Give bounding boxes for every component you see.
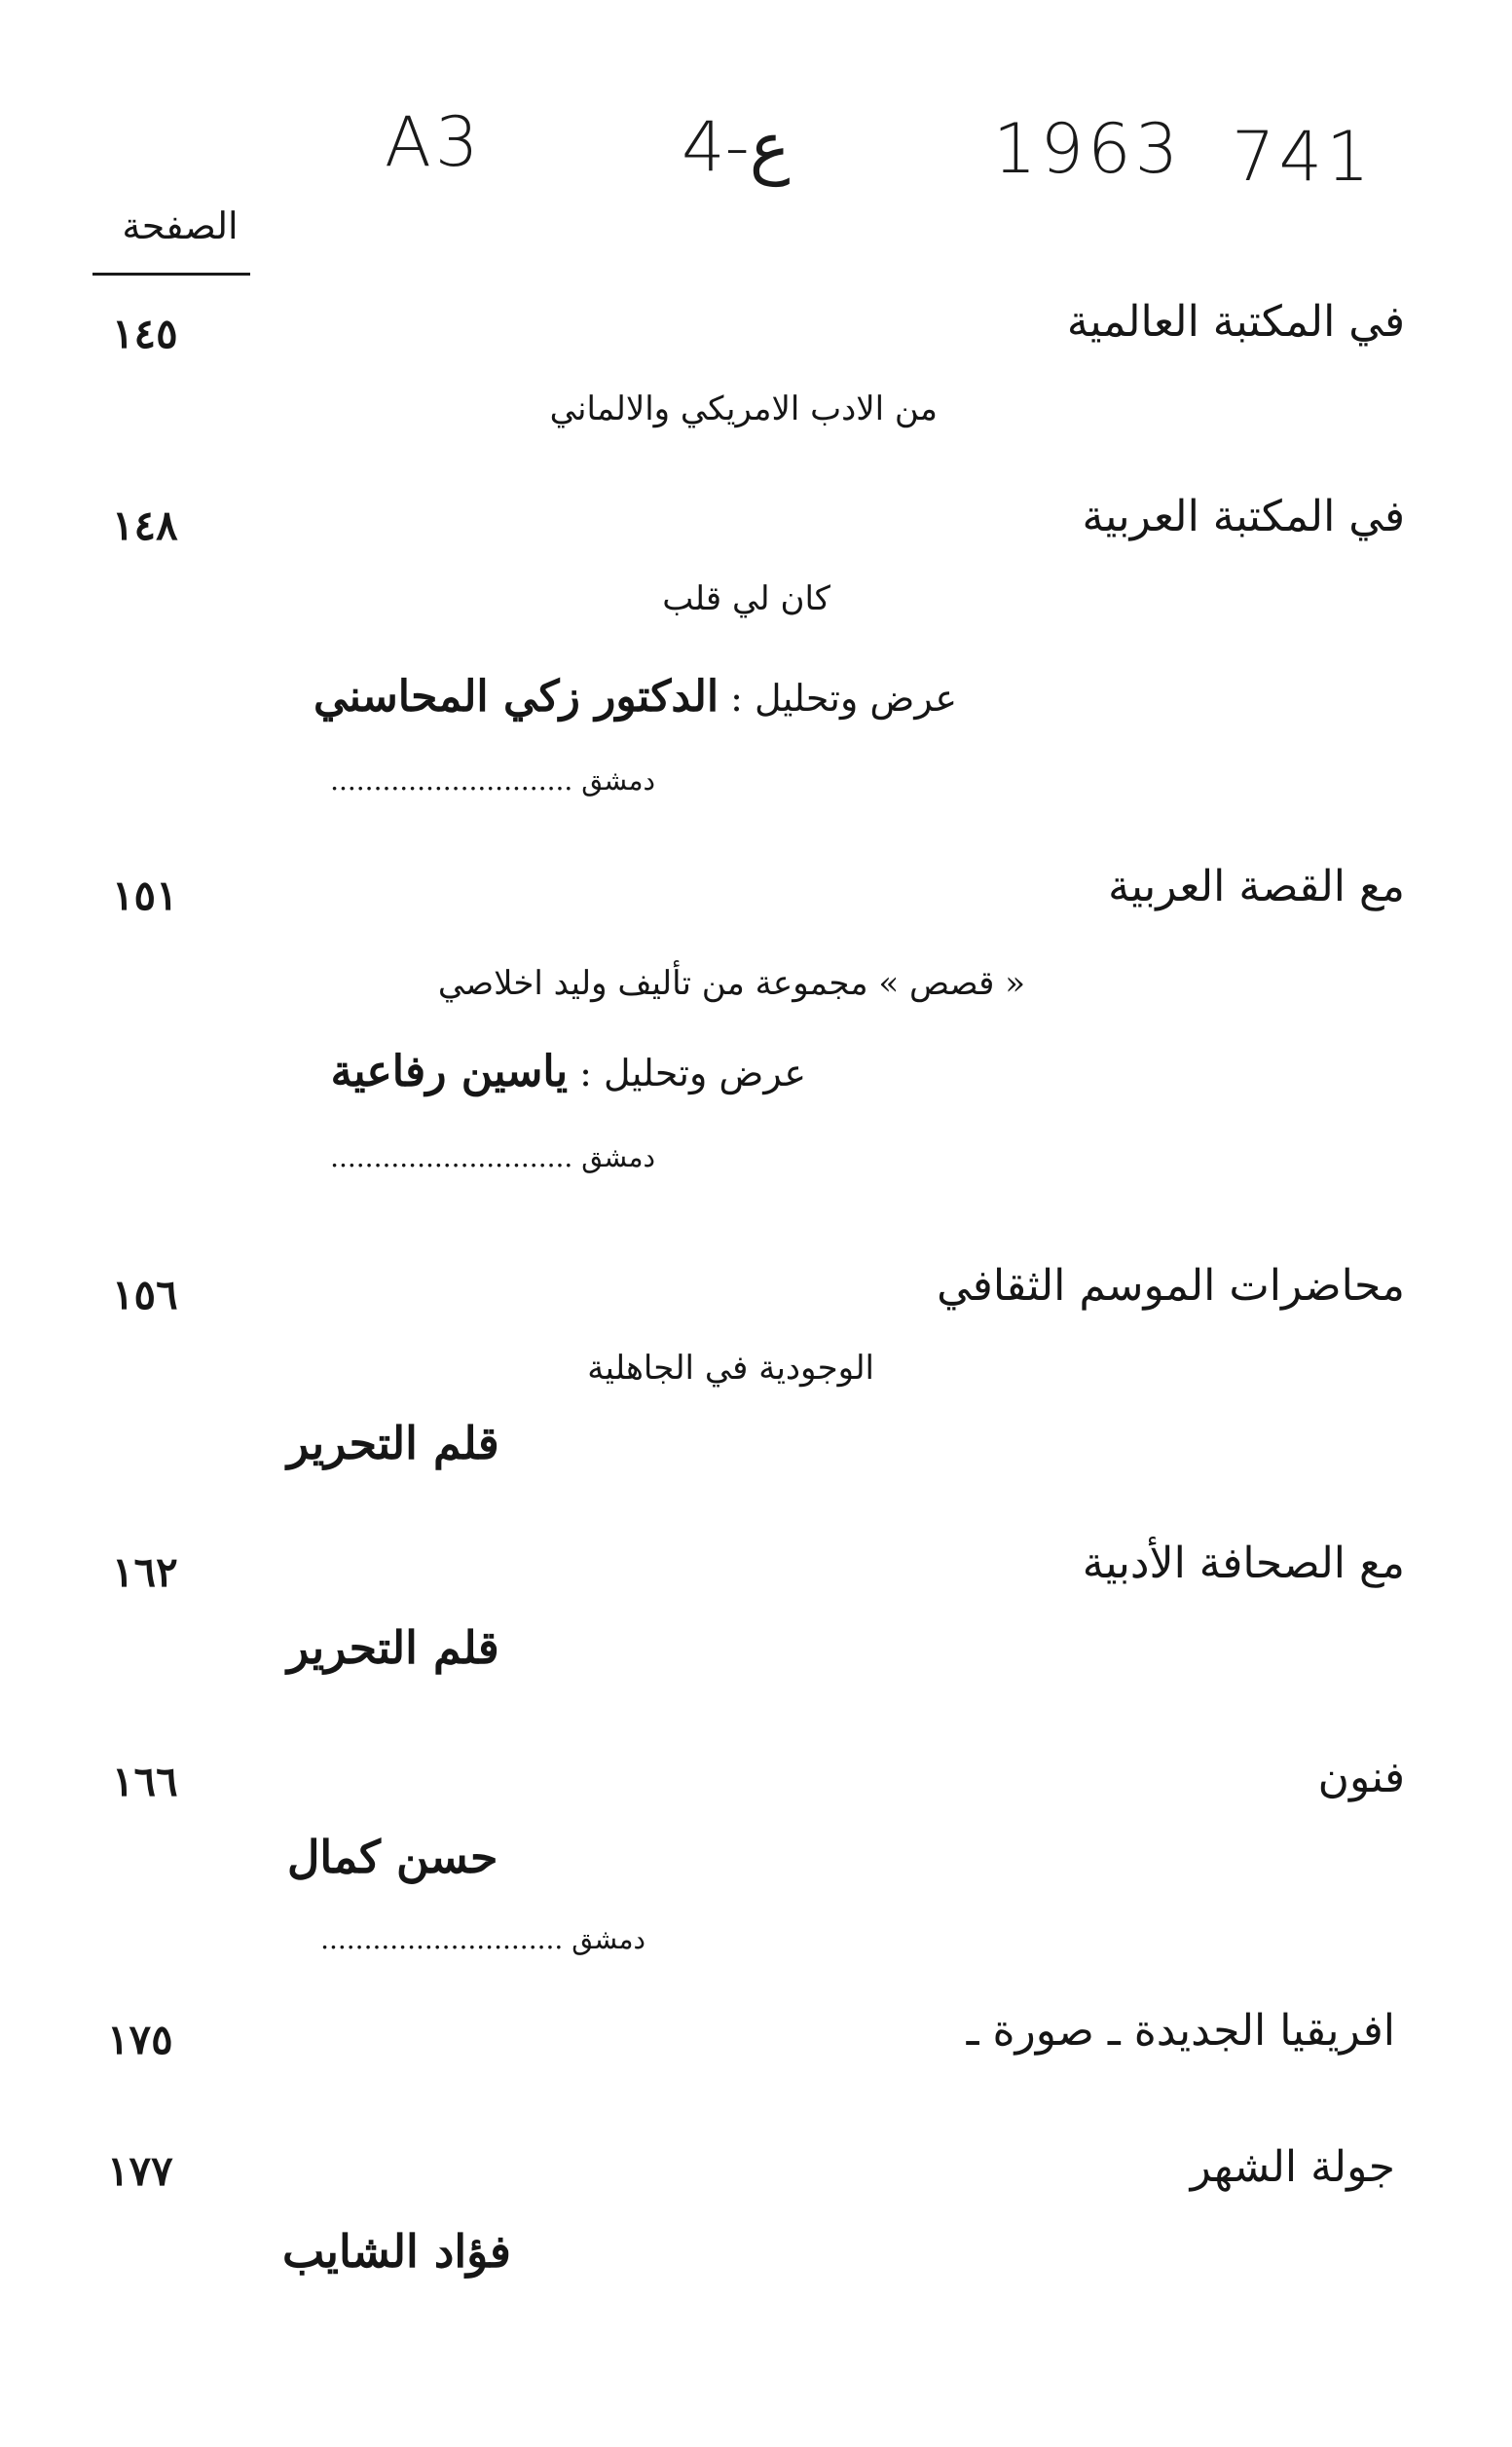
review-author: الدكتور زكي المحاسني <box>313 672 719 722</box>
place-dots: ............................ <box>330 764 573 797</box>
entry-title: فنون <box>1317 1753 1405 1802</box>
review-prefix: عرض وتحليل : <box>579 1052 806 1094</box>
entry-place <box>330 764 655 797</box>
place-name: دمشق <box>581 1141 655 1173</box>
entry-page: ١٦٦ <box>112 1758 178 1805</box>
entry-page: ١٦٢ <box>112 1548 178 1596</box>
handwritten-catalog-number: 741 <box>1232 117 1374 197</box>
entry-author: قلم التحرير <box>287 1417 499 1469</box>
entry-author: قلم التحرير <box>287 1621 499 1674</box>
entry-title: مع القصة العربية <box>1108 862 1405 911</box>
entry-title: جولة الشهر <box>1190 2142 1395 2192</box>
handwritten-code: A3 <box>385 102 483 182</box>
place-name: دمشق <box>572 1923 645 1955</box>
handwritten-year: 1963 <box>993 109 1183 189</box>
entry-review <box>313 672 957 722</box>
review-author: ياسين رفاعية <box>330 1047 569 1096</box>
place-dots: ............................ <box>330 1141 573 1173</box>
entry-page: ١٤٥ <box>112 310 178 357</box>
place-name: دمشق <box>581 764 655 797</box>
entry-page: ١٤٨ <box>112 501 178 549</box>
entry-page: ١٧٥ <box>107 2016 173 2063</box>
review-prefix: عرض وتحليل : <box>730 677 957 720</box>
entry-subtitle: « قصص » مجموعة من تأليف وليد اخلاصي <box>437 964 1025 1003</box>
entry-title: في المكتبة العربية <box>1082 492 1405 541</box>
entry-subtitle: الوجودية في الجاهلية <box>587 1349 874 1388</box>
entry-subtitle: من الادب الامريكي والالماني <box>549 389 938 428</box>
entry-page: ١٥٦ <box>112 1271 178 1318</box>
entry-author: فؤاد الشايب <box>282 2225 511 2278</box>
entry-title: مع الصحافة الأدبية <box>1082 1539 1405 1588</box>
entry-subtitle: كان لي قلب <box>662 579 830 618</box>
entry-page: ١٧٧ <box>107 2147 173 2195</box>
handwritten-number: 4-ع <box>682 107 791 187</box>
page-column-header: الصفحة <box>122 204 239 247</box>
header-underline <box>92 273 250 276</box>
place-dots: ............................ <box>320 1923 564 1955</box>
entry-title: محاضرات الموسم الثقافي <box>937 1261 1405 1311</box>
entry-title: افريقيا الجديدة ـ صورة ـ <box>966 2006 1395 2056</box>
entry-place <box>330 1141 655 1173</box>
entry-page: ١٥١ <box>112 871 178 919</box>
entry-author: حسن كمال <box>287 1831 498 1883</box>
entry-place <box>320 1923 645 1955</box>
entry-review <box>331 1047 806 1096</box>
entry-title: في المكتبة العالمية <box>1066 297 1405 347</box>
